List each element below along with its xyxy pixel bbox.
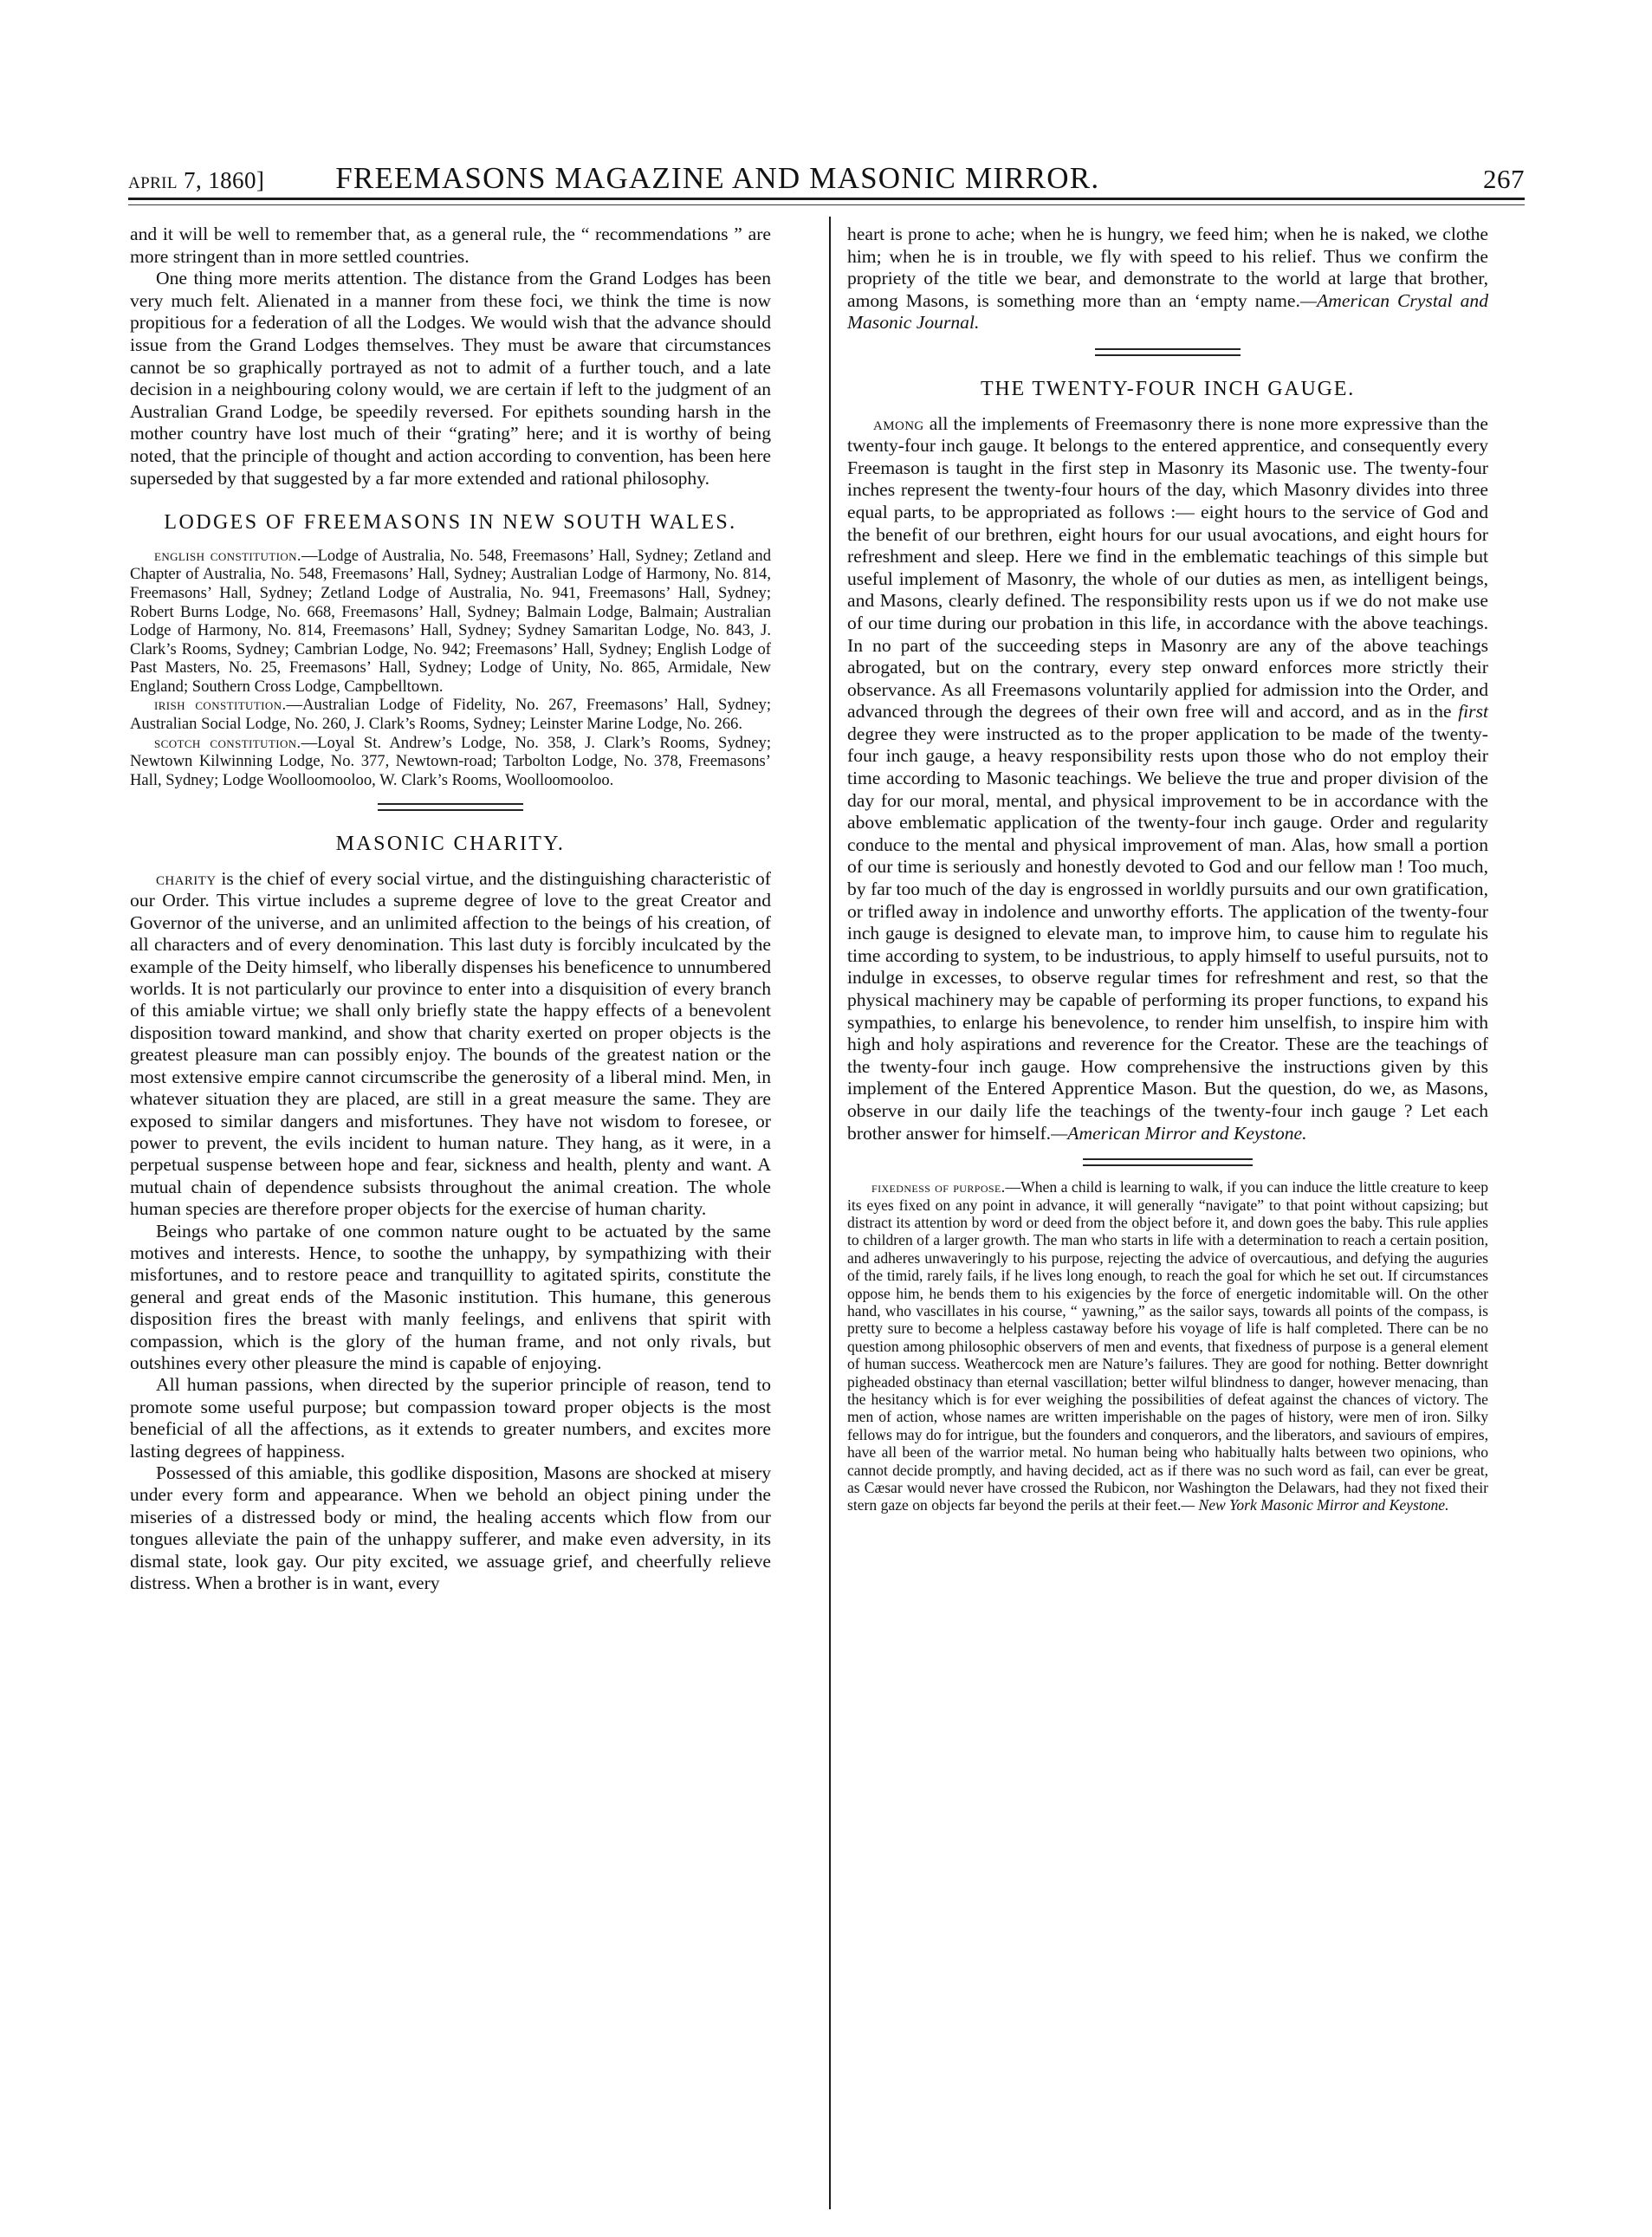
lodges-entry-scotch bbox=[130, 734, 771, 790]
continued-text: heart is prone to ache; when he is hungry, we feed him; when he is naked, we clothe him; when he is in trouble, we fly with speed to his relief. Thus we confirm the propriety of the title we bear, and demonstrate to the world at large that brother, among Masons, is something more than an ‘empty name. bbox=[847, 224, 1488, 311]
paragraph-continued-right bbox=[847, 224, 1488, 334]
paragraph-continued: and it will be well to remember that, as a general rule, the “ recommendations ” are more stringent than in more settled countries. bbox=[130, 224, 771, 267]
fixedness-body: —When a child is learning to walk, if you can induce the little creature to keep its eyes fixed on any point in advance, it will generally “navigate” to that point without capsizing; but distract its attention by word or deed from the object before it, and down goes the baby. This rule applies to children of a larger growth. The man who starts in life with a determination to reach a certain position, and adheres unwaveringly to his purpose, rejecting the advice of overcautious, and defying the auguries of the timid, rarely fails, if he lives long enough, to reach the goal for which he set out. If circumstances oppose him, he bends them to his exigencies by the force of energetic indomitable will. On the other hand, who vascillates in his course, “ yawning,” as the sailor says, towards all points of the compass, is pretty sure to become a helpless castaway before his voyage of life is half completed. There can be no question among philosophic observers of men and events, that fixedness of purpose is a general element of human success. Weathercock men are Nature’s failures. They are good for nothing. Better downright pigheaded obstinacy than eternal vascillation; better wilful blindness to danger, however menacing, than the hesitancy which is for ever weighing the possibilities of defeat against the chances of victory. The men of action, whose names are written imperishable on the pages of history, were men of iron. Silky fellows may do for intrigue, but the founders and conquerors, and the liberators, and saviours of empires, have all been of the warrior metal. No human being who habitually halts between two opinions, who cannot decide promptly, and having decided, act as if there was no such word as fail, can ever be great, as Cæsar would never have crossed the Rubicon, nor Washington the Delawars, had they not fixed their stern gaze on objects far beyond the perils at their feet. bbox=[847, 1178, 1488, 1514]
charity-body-1: is the chief of every social virtue, and the distinguishing characteristic of our Order. This virtue includes a supreme degree of love to the great Creator and Governor of the universe, and an unlimited affection to the beings of his creation, of all characters and of every denomination. This last duty is forcibly inculcated by the example of the Deity himself, who liberally dispenses his beneficence to unnumbered worlds. It is not particularly our province to enter into a disquisition of every branch of this amiable virtue; we shall only briefly state the happy effects of a benevolent disposition toward mankind, and show that charity exerted on proper objects is the greatest pleasure man can possibly enjoy. The bounds of the greatest nation or the most extensive empire cannot circumscribe the generosity of a liberal mind. Men, in whatever situation they are placed, are still in a great measure the same. They are exposed to similar dangers and misfortunes. They have not wisdom to foresee, or power to prevent, the evils incident to human nature. They hang, as it were, in a perpetual suspense between hope and fear, sickness and health, plenty and want. A mutual chain of dependence subsists throughout the animal creation. The whole human species are therefore proper objects for the exercise of human charity. bbox=[130, 868, 771, 1220]
continued-attribution: —American Crystal and Masonic Journal. bbox=[847, 289, 1488, 334]
paragraph: One thing more merits attention. The distance from the Grand Lodges has been very much felt. Alienated in a manner from these foci, we think the time is now propitious for a federation of all the Lodges. We would wish that the advance should issue from the Grand Lodges themselves. They must be aware that circumstances cannot be so graphically portrayed as not to admit of a further touch, and a late decision in a neighbouring colony would, we are certain if left to the judgment of an Australian Grand Lodge, be speedily reversed. For epithets sounding harsh in the mother country have lost much of their “grating” here; and it is worthy of being noted, that the principle of thought and action according to convention, has been here superseded by that suggested by a far more extended and rational philosophy. bbox=[130, 268, 771, 489]
issue-date: april 7, 1860] bbox=[128, 167, 265, 193]
section-divider bbox=[378, 803, 523, 811]
header-rule bbox=[128, 198, 1525, 200]
section-heading-lodges: LODGES OF FREEMASONS IN NEW SOUTH WALES. bbox=[164, 511, 737, 535]
charity-paragraph-4: Possessed of this amiable, this godlike disposition, Masons are shocked at misery under every form and appearance. When we behold an object pining under the miseries of a distressed body or mind, the healing accents which flow from our tongues alleviate the pain of the unhappy sufferer, and make even adversity, in its dismal state, look gay. Our pity excited, we assuage grief, and cheerfully relieve distress. When a brother is in want, every bbox=[130, 1462, 771, 1594]
fixedness-article bbox=[847, 1178, 1488, 1514]
section-heading-charity: MASONIC CHARITY. bbox=[335, 833, 566, 856]
lodges-entry-irish bbox=[130, 696, 771, 733]
gauge-article bbox=[847, 413, 1488, 1145]
lodges-leadin-irish: irish constitution. bbox=[154, 696, 287, 715]
left-column bbox=[130, 224, 771, 1594]
charity-leadin: charity bbox=[156, 868, 217, 890]
lodges-list bbox=[130, 547, 771, 790]
gauge-body-2: degree they were instructed as to the proper application to be made of the twenty-four inch gauge, a heavy responsibility rests upon those who do not employ their time according to Masonic teachings. We believe the true and proper division of the day for our moral, mental, and physical improvement to be in accordance with the above emblematic application of the twenty-four inch gauge. Order and regularity conduce to the mental and physical improvement of man. Alas, how small a portion of our time is seriously and honestly devoted to God and our fellow man ! Too much, by far too much of the day is engrossed in worldly pursuits and our own gratification, or trifled away in indolence and unworthy efforts. The application of the twenty-four inch gauge is designed to elevate man, to improve him, to cause him to regulate his time according to system, to be industrious, to apply himself to useful pursuits, not to indulge in excesses, to observe regular times for refreshment and rest, so that the physical machinery may be capable of performing its proper functions, to expand his sympathies, to enlarge his benevolence, to render him unselfish, to inspire him with high and holy aspirations and reverence for the Creator. These are the teachings of the twenty-four inch gauge. How comprehensive the instructions given by this implement of the Entered Apprentice Mason. But the question, do we, as Masons, observe in our daily life the teachings of the twenty-four inch gauge ? Let each brother answer for himself. bbox=[847, 723, 1488, 1144]
charity-paragraph-3: All human passions, when directed by the superior principle of reason, tend to promote some useful purpose; but compassion toward proper objects is the most beneficial of all the affections, as it extends to greater numbers, and excites more lasting degrees of happiness. bbox=[130, 1374, 771, 1462]
lodges-body-scotch: —Loyal St. Andrew’s Lodge, No. 358, J. Clark’s Rooms, Sydney; Newtown Kilwinning Lodge, No. 377, Newtown-road; Tarbolton Lodge, No. 378, Freemasons’ Hall, Sydney; Lodge Woolloomooloo, W. Clark’s Rooms, Woolloomooloo. bbox=[130, 733, 771, 789]
fixedness-paragraph bbox=[847, 1178, 1488, 1514]
lodges-body-irish: —Australian Lodge of Fidelity, No. 267, Freemasons’ Hall, Sydney; Australian Social Lodge, No. 260, J. Clark’s Rooms, Sydney; Leinster Marine Lodge, No. 266. bbox=[130, 696, 772, 734]
gauge-italic-first: first bbox=[1458, 701, 1488, 723]
gauge-attribution: —American Mirror and Keystone. bbox=[1051, 1122, 1307, 1144]
charity-paragraph-1 bbox=[130, 868, 771, 1221]
lodges-entry-english bbox=[130, 547, 771, 697]
page-number: 267 bbox=[1483, 164, 1525, 194]
gauge-body-1: all the implements of Freemasonry there is none more expressive than the twenty-four inch gauge. It belongs to the entered apprentice, and consequently every Freemason is taught in the first step in Masonry its Masonic use. The twenty-four inches represent the twenty-four hours of the day, which Masonry divides into three equal parts, to be appropriated as follows :— eight hours to the service of God and the benefit of our brethren, eight hours for our usual avocations, and eight hours for refreshment and sleep. Here we find in the emblematic teachings of this simple but useful implement of Masonry, the whole of our duties as men, as intelligent beings, and Masons, clearly defined. The responsibility rests upon us if we do not make use of our time during our probation in this life, in accordance with the above teachings. In no part of the succeeding steps in Masonry are any of the above teachings abrogated, but on the contrary, every step onward enforces more strictly their observance. As all Freemasons voluntarily applied for admission into the Order, and advanced through the degrees of their own free will and accord, and as in the bbox=[847, 412, 1488, 723]
section-divider-fixedness bbox=[1083, 1158, 1253, 1166]
fixedness-leadin: fixedness of purpose. bbox=[871, 1178, 1006, 1196]
charity-article bbox=[130, 868, 771, 1594]
publication-title: FREEMASONS MAGAZINE AND MASONIC MIRROR. bbox=[335, 161, 1100, 195]
lodges-leadin-english: english constitution. bbox=[154, 546, 301, 565]
right-column bbox=[847, 224, 1488, 1514]
fixedness-attribution: — New York Masonic Mirror and Keystone. bbox=[1181, 1496, 1449, 1514]
section-divider-right bbox=[1095, 348, 1241, 356]
charity-paragraph-2: Beings who partake of one common nature ought to be actuated by the same motives and interests. Hence, to soothe the unhappy, by sympathizing with their misfortunes, and to restore peace and tranquillity to agitated spirits, constitute the general and great ends of the Masonic institution. This humane, this generous disposition fires the breast with manly feelings, and enlivens that spirit with compassion, which is the glory of the human frame, and not only rivals, but outshines every other pleasure the mind is capable of enjoying. bbox=[130, 1220, 771, 1373]
header-rule-thin bbox=[128, 204, 1525, 205]
lodges-leadin-scotch: scotch constitution. bbox=[154, 733, 301, 752]
column-divider-rule bbox=[829, 217, 831, 2209]
gauge-leadin: among bbox=[873, 412, 924, 434]
running-head bbox=[128, 161, 1525, 196]
lodges-body-english: —Lodge of Australia, No. 548, Freemasons’ Hall, Sydney; Zetland and Chapter of Australia, No. 548, Freemasons’ Hall, Sydney; Australian Lodge of Harmony, No. 814, Freemasons’ Hall, Sydney; Zetland Lodge of Australia, No. 941, Freemasons’ Hall, Sydney; Robert Burns Lodge, No. 668, Freemasons’ Hall, Sydney; Balmain Lodge, Balmain; Australian Lodge of Harmony, No. 814, Freemasons’ Hall, Sydney; Sydney Samaritan Lodge, No. 843, J. Clark’s Rooms, Sydney; Cambrian Lodge, No. 942; Freemasons’ Hall, Sydney; English Lodge of Past Masters, No. 25, Freemasons’ Hall, Sydney; Lodge of Unity, No. 865, Armidale, New England; Southern Cross Lodge, Campbelltown. bbox=[130, 546, 771, 696]
section-heading-gauge: THE TWENTY-FOUR INCH GAUGE. bbox=[980, 377, 1356, 400]
